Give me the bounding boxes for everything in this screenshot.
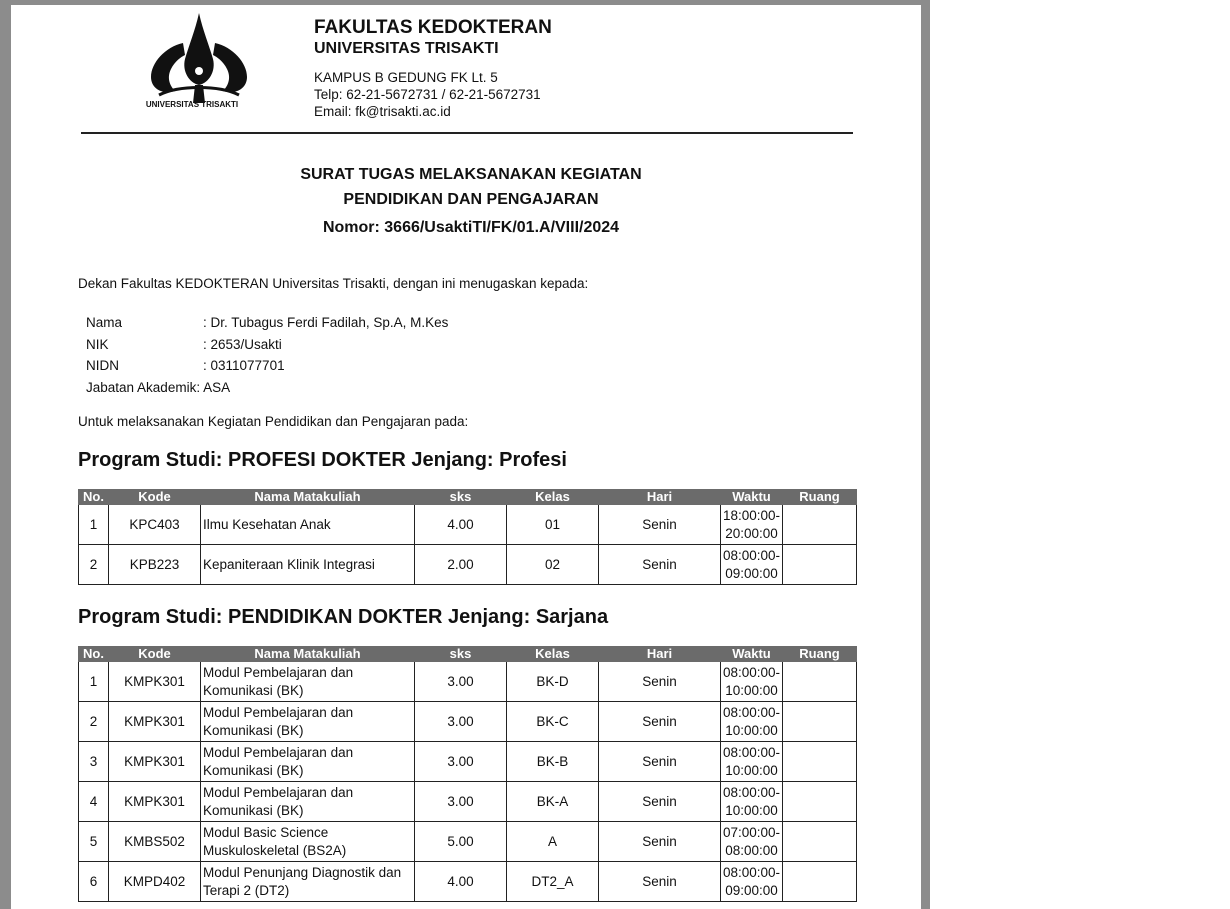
table-row <box>79 702 857 742</box>
cell-no: 4 <box>79 782 109 822</box>
table-header-row <box>79 647 857 662</box>
cell-nama: Modul Basic Science Muskuloskeletal (BS2A) <box>201 822 415 862</box>
column-header-kode: Kode <box>109 647 201 662</box>
cell-waktu: 18:00:00- 20:00:00 <box>721 505 783 545</box>
cell-waktu: 07:00:00- 08:00:00 <box>721 822 783 862</box>
cell-kode: KMPK301 <box>109 782 201 822</box>
schedule-table-profesi <box>78 489 857 585</box>
detail-row-nidn <box>86 355 448 377</box>
column-header-no: No. <box>79 490 109 505</box>
table-header-row <box>79 490 857 505</box>
detail-value: : 2653/Usakti <box>203 336 282 352</box>
program-heading-sarjana: Program Studi: PENDIDIKAN DOKTER Jenjang: Sarjana <box>78 606 609 628</box>
table-row <box>79 505 857 545</box>
detail-row-nik <box>86 334 448 356</box>
cell-ruang <box>783 822 857 862</box>
cell-no: 5 <box>79 822 109 862</box>
cell-kelas: A <box>507 822 599 862</box>
university-name: UNIVERSITAS TRISAKTI <box>314 40 499 57</box>
column-header-kode: Kode <box>109 490 201 505</box>
cell-ruang <box>783 862 857 902</box>
detail-value: : ASA <box>196 379 231 395</box>
cell-kelas: 02 <box>507 545 599 585</box>
table-row <box>79 742 857 782</box>
cell-no: 6 <box>79 862 109 902</box>
column-header-ruang: Ruang <box>783 490 857 505</box>
column-header-sks: sks <box>415 647 507 662</box>
cell-waktu: 08:00:00- 10:00:00 <box>721 742 783 782</box>
letter-number: Nomor: 3666/UsaktiTI/FK/01.A/VIII/2024 <box>322 219 620 236</box>
detail-label: Nama <box>86 315 123 330</box>
assignee-details <box>86 312 448 398</box>
cell-sks: 5.00 <box>415 822 507 862</box>
column-header-ruang: Ruang <box>783 647 857 662</box>
detail-label: NIK <box>86 336 109 352</box>
column-header-hari: Hari <box>599 647 721 662</box>
cell-kode: KPC403 <box>109 505 201 545</box>
cell-waktu: 08:00:00- 10:00:00 <box>721 702 783 742</box>
cell-ruang <box>783 782 857 822</box>
cell-waktu: 08:00:00- 10:00:00 <box>721 782 783 822</box>
column-header-kelas: Kelas <box>507 490 599 505</box>
cell-nama: Modul Pembelajaran dan Komunikasi (BK) <box>201 662 415 702</box>
cell-ruang <box>783 702 857 742</box>
cell-kode: KMPK301 <box>109 702 201 742</box>
cell-hari: Senin <box>599 862 721 902</box>
cell-waktu: 08:00:00- 09:00:00 <box>721 862 783 902</box>
cell-sks: 2.00 <box>415 545 507 585</box>
cell-ruang <box>783 545 857 585</box>
cell-no: 2 <box>79 702 109 742</box>
column-header-no: No. <box>79 647 109 662</box>
cell-waktu: 08:00:00- 09:00:00 <box>721 545 783 585</box>
cell-hari: Senin <box>599 505 721 545</box>
column-header-nama: Nama Matakuliah <box>201 490 415 505</box>
cell-sks: 3.00 <box>415 662 507 702</box>
purpose-text: Untuk melaksanakan Kegiatan Pendidikan dan Pengajaran pada: <box>78 414 469 429</box>
table-row <box>79 862 857 902</box>
cell-hari: Senin <box>599 662 721 702</box>
cell-nama: Modul Pembelajaran dan Komunikasi (BK) <box>201 702 415 742</box>
detail-label: Jabatan Akademik <box>86 379 197 395</box>
cell-hari: Senin <box>599 822 721 862</box>
cell-sks: 4.00 <box>415 505 507 545</box>
table-row <box>79 822 857 862</box>
cell-sks: 3.00 <box>415 742 507 782</box>
address-line: KAMPUS B GEDUNG FK Lt. 5 <box>314 70 498 85</box>
cell-ruang <box>783 505 857 545</box>
cell-hari: Senin <box>599 742 721 782</box>
email-line: Email: fk@trisakti.ac.id <box>314 104 451 119</box>
cell-kelas: 01 <box>507 505 599 545</box>
cell-kelas: BK-A <box>507 782 599 822</box>
column-header-hari: Hari <box>599 490 721 505</box>
document-page <box>11 5 921 909</box>
table-row <box>79 545 857 585</box>
intro-text: Dekan Fakultas KEDOKTERAN Universitas Trisakti, dengan ini menugaskan kepada: <box>78 276 589 291</box>
letter-title-line1: SURAT TUGAS MELAKSANAKAN KEGIATAN <box>300 166 642 183</box>
cell-kelas: DT2_A <box>507 862 599 902</box>
cell-no: 3 <box>79 742 109 782</box>
faculty-name: FAKULTAS KEDOKTERAN <box>314 17 552 38</box>
logo-caption: UNIVERSITAS TRISAKTI <box>145 100 239 109</box>
cell-nama: Ilmu Kesehatan Anak <box>201 505 415 545</box>
program-heading-profesi: Program Studi: PROFESI DOKTER Jenjang: Profesi <box>78 449 567 471</box>
column-header-nama: Nama Matakuliah <box>201 647 415 662</box>
column-header-kelas: Kelas <box>507 647 599 662</box>
phone-line: Telp: 62-21-5672731 / 62-21-5672731 <box>314 87 541 102</box>
cell-no: 2 <box>79 545 109 585</box>
table-row <box>79 782 857 822</box>
institution-block <box>314 17 552 120</box>
header-divider <box>81 132 853 134</box>
cell-no: 1 <box>79 662 109 702</box>
cell-kode: KPB223 <box>109 545 201 585</box>
cell-kode: KMPD402 <box>109 862 201 902</box>
column-header-sks: sks <box>415 490 507 505</box>
cell-no: 1 <box>79 505 109 545</box>
cell-kelas: BK-B <box>507 742 599 782</box>
cell-sks: 3.00 <box>415 782 507 822</box>
detail-row-nama <box>86 312 448 334</box>
cell-waktu: 08:00:00- 10:00:00 <box>721 662 783 702</box>
cell-nama: Kepaniteraan Klinik Integrasi <box>201 545 415 585</box>
cell-nama: Modul Pembelajaran dan Komunikasi (BK) <box>201 742 415 782</box>
cell-kelas: BK-D <box>507 662 599 702</box>
cell-kode: KMBS502 <box>109 822 201 862</box>
cell-ruang <box>783 662 857 702</box>
cell-hari: Senin <box>599 545 721 585</box>
cell-hari: Senin <box>599 782 721 822</box>
table-row <box>79 662 857 702</box>
cell-kode: KMPK301 <box>109 742 201 782</box>
cell-nama: Modul Penunjang Diagnostik dan Terapi 2 (DT2) <box>201 862 415 902</box>
detail-value: : 0311077701 <box>203 358 285 373</box>
detail-row-jabatan <box>86 377 448 399</box>
cell-ruang <box>783 742 857 782</box>
detail-label: NIDN <box>86 358 119 373</box>
address-block <box>314 69 552 120</box>
cell-kelas: BK-C <box>507 702 599 742</box>
cell-kode: KMPK301 <box>109 662 201 702</box>
cell-hari: Senin <box>599 702 721 742</box>
cell-sks: 3.00 <box>415 702 507 742</box>
column-header-waktu: Waktu <box>721 490 783 505</box>
cell-nama: Modul Pembelajaran dan Komunikasi (BK) <box>201 782 415 822</box>
cell-sks: 4.00 <box>415 862 507 902</box>
schedule-table-sarjana <box>78 646 857 902</box>
letter-title-line2: PENDIDIKAN DAN PENGAJARAN <box>343 191 599 208</box>
column-header-waktu: Waktu <box>721 647 783 662</box>
detail-value: : Dr. Tubagus Ferdi Fadilah, Sp.A, M.Kes <box>203 315 449 330</box>
viewer-blank-area <box>930 0 1230 909</box>
